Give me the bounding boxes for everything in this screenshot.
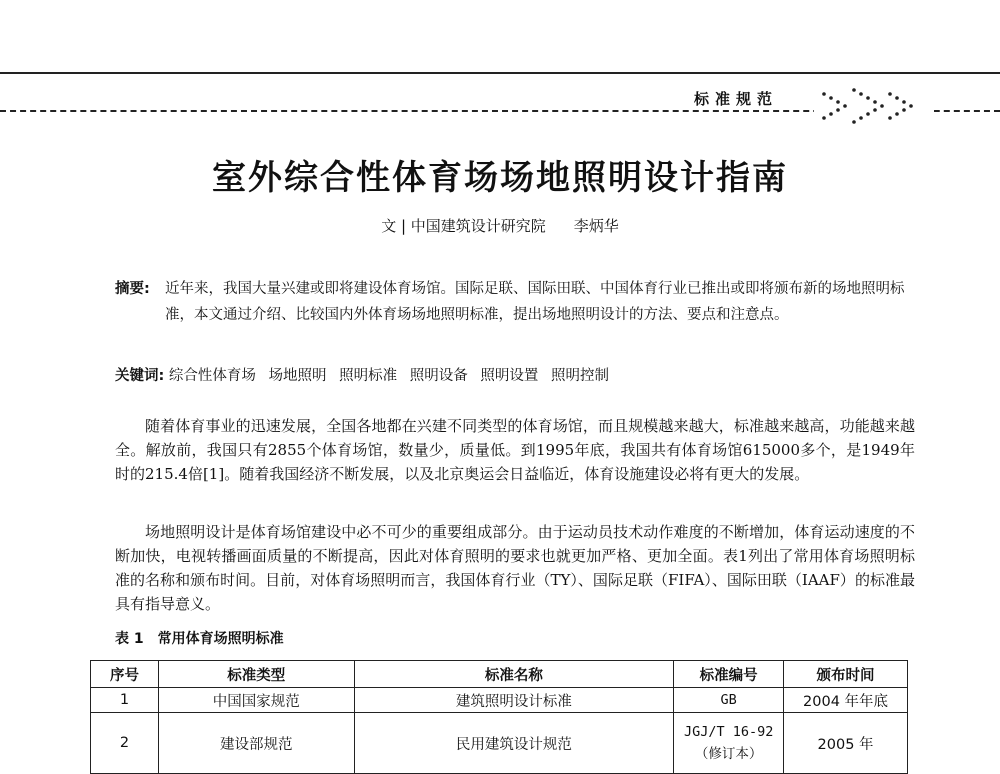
standard-code: JGJ/T 16-92 xyxy=(683,724,774,740)
header-top-rule xyxy=(0,72,1000,74)
keyword: 照明设置 xyxy=(480,368,539,384)
table-header-cell: 标准名称 xyxy=(354,661,674,688)
table-header-cell: 序号 xyxy=(91,661,159,688)
table-cell: 2005 年 xyxy=(784,713,908,774)
table-header-cell: 标准编号 xyxy=(674,661,784,688)
abstract xyxy=(115,276,915,328)
table-cell: 中国国家规范 xyxy=(158,688,354,713)
table-cell: 建设部规范 xyxy=(158,713,354,774)
table-cell: 2004 年年底 xyxy=(784,688,908,713)
table-header-cell: 标准类型 xyxy=(158,661,354,688)
byline-affiliation: 文 | 中国建筑设计研究院 xyxy=(381,217,546,235)
standards-table xyxy=(90,660,908,774)
table-row xyxy=(91,713,908,774)
double-chevron-dots-icon xyxy=(814,86,934,128)
table-cell: 民用建筑设计规范 xyxy=(354,713,674,774)
keywords-label: 关键词: xyxy=(115,368,165,384)
byline-author: 李炳华 xyxy=(573,217,619,235)
keyword: 综合性体育场 xyxy=(168,368,256,384)
table-cell xyxy=(674,713,784,774)
keyword: 场地照明 xyxy=(268,368,327,384)
keywords xyxy=(115,364,915,385)
table-cell: 建筑照明设计标准 xyxy=(354,688,674,713)
table-cell: GB xyxy=(674,688,784,713)
standard-code-note: （修订本） xyxy=(694,746,763,762)
table-caption: 表 1 常用体育场照明标准 xyxy=(115,631,284,647)
section-label: 标准规范 xyxy=(688,88,784,109)
abstract-text: 近年来，我国大量兴建或即将建设体育场馆。国际足联、国际田联、中国体育行业已推出或即将颁布新的场地照明标准，本文通过介绍、比较国内外体育场场地照明标准，提出场地照明设计的方法、要点和注意点。 xyxy=(165,281,905,323)
table-header-cell: 颁布时间 xyxy=(784,661,908,688)
article-title: 室外综合性体育场场地照明设计指南 xyxy=(212,158,788,198)
table-cell: 1 xyxy=(91,688,159,713)
table-row xyxy=(91,688,908,713)
table-cell: 2 xyxy=(91,713,159,774)
keyword: 照明标准 xyxy=(339,368,398,384)
body-paragraph: 场地照明设计是体育场馆建设中必不可少的重要组成部分。由于运动员技术动作难度的不断增加，体育运动速度的不断加快，电视转播画面质量的不断提高，因此对体育照明的要求也就更加严格、更加全面。表1列出了常用体育场照明标准的名称和颁布时间。目前，对体育场照明而言，我国体育行业（TY）、国际足联（FIFA）、国际田联（IAAF）的标准最具有指导意义。 xyxy=(115,523,915,613)
abstract-label: 摘要: xyxy=(115,281,150,297)
keyword: 照明设备 xyxy=(409,368,468,384)
body-paragraph: 随着体育事业的迅速发展，全国各地都在兴建不同类型的体育场馆，而且规模越来越大，标准越来越高，功能越来越全。解放前，我国只有2855个体育场馆，数量少，质量低。到1995年底，我国共有体育场馆615000多个，是1949年时的215.4倍[1]。随着我国经济不断发展，以及北京奥运会日益临近，体育设施建设必将有更大的发展。 xyxy=(115,417,915,483)
byline xyxy=(0,215,1000,236)
keyword: 照明控制 xyxy=(550,368,609,384)
table-header-row xyxy=(91,661,908,688)
